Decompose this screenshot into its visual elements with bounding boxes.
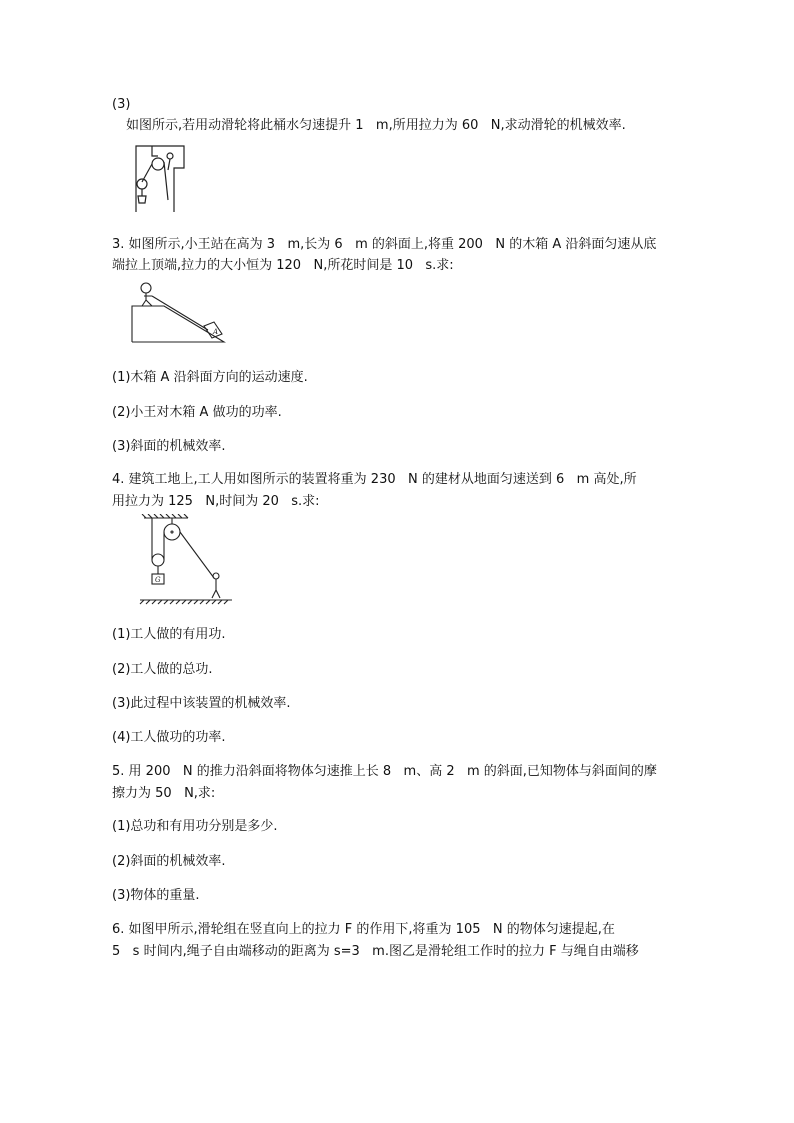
q3-line2: 端拉上顶端,拉力的大小恒为 120 N,所花时间是 10 s.求:: [112, 258, 454, 273]
q2-part3-text: 如图所示,若用动滑轮将此桶水匀速提升 1 m,所用拉力为 60 N,求动滑轮的机械效率.: [126, 118, 626, 133]
q3-sub-2: (2)小王对木箱 A 做功的功率.: [112, 405, 282, 420]
q3-sub-1: (1)木箱 A 沿斜面方向的运动速度.: [112, 370, 308, 385]
incline-figure: [128, 278, 228, 346]
load-g-label: G: [155, 576, 161, 584]
q5-sub-3: (3)物体的重量.: [112, 888, 200, 903]
q4-sub-3: (3)此过程中该装置的机械效率.: [112, 696, 291, 711]
q4-sub-1: (1)工人做的有用功.: [112, 627, 226, 642]
box-a-label: A: [213, 328, 219, 336]
q5-line2: 擦力为 50 N,求:: [112, 786, 216, 801]
pulley-system-figure: [138, 514, 234, 606]
q5-sub-2: (2)斜面的机械效率.: [112, 854, 226, 869]
q3-sub-3: (3)斜面的机械效率.: [112, 439, 226, 454]
q6-line1: 6. 如图甲所示,滑轮组在竖直向上的拉力 F 的作用下,将重为 105 N 的物体匀速提起,在: [112, 922, 615, 937]
q3-line1: 3. 如图所示,小王站在高为 3 m,长为 6 m 的斜面上,将重 200 N 的木箱 A 沿斜面匀速从底: [112, 237, 657, 252]
q4-sub-2: (2)工人做的总功.: [112, 662, 213, 677]
q2-part3-label: (3): [112, 97, 131, 112]
q4-line2: 用拉力为 125 N,时间为 20 s.求:: [112, 494, 320, 509]
q6-line2: 5 s 时间内,绳子自由端移动的距离为 s=3 m.图乙是滑轮组工作时的拉力 F 与绳自由端移: [112, 944, 639, 959]
q5-sub-1: (1)总功和有用功分别是多少.: [112, 819, 278, 834]
q4-sub-4: (4)工人做功的功率.: [112, 730, 226, 745]
q5-line1: 5. 用 200 N 的推力沿斜面将物体匀速推上长 8 m、高 2 m 的斜面,已知物体与斜面间的摩: [112, 764, 657, 779]
q4-line1: 4. 建筑工地上,工人用如图所示的装置将重为 230 N 的建材从地面匀速送到 6 m 高处,所: [112, 472, 637, 487]
movable-pulley-figure: [128, 140, 188, 214]
